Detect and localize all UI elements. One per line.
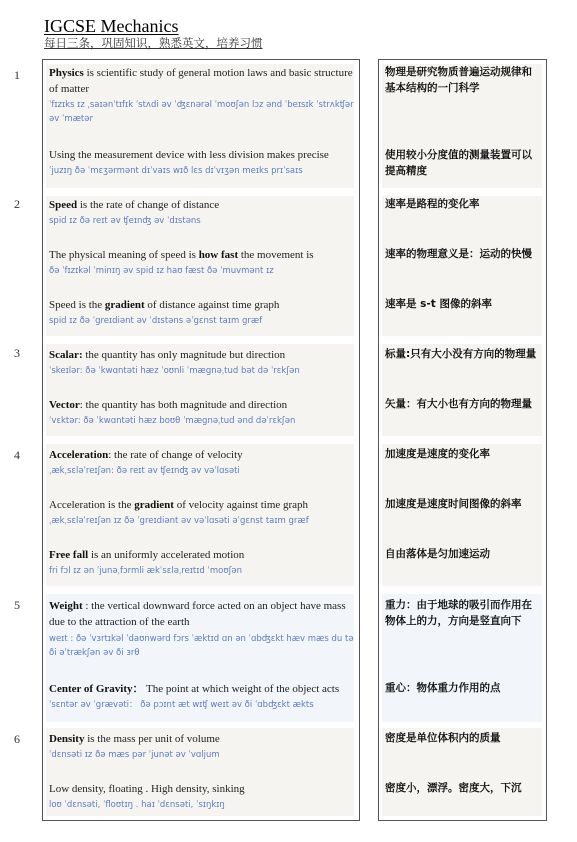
entry-term: Center of Gravity：	[49, 683, 144, 695]
entry-term: Acceleration	[49, 449, 109, 461]
page-subtitle: 每日三条，巩固知识，熟悉英文，培养习惯	[44, 38, 263, 50]
entry-term: Free fall	[49, 549, 89, 561]
entry-chinese: 使用较小分度值的测量装置可以提高精度	[385, 149, 532, 177]
entry-text: of distance against time graph	[144, 299, 280, 311]
entry-english	[49, 731, 354, 747]
entry-phonetic: ˈfɪzɪks ɪz ˌsaɪənˈtɪfɪk ˈstʌdi əv ˈʤɛnərəl ˈmoʊʃən lɔz ənd ˈbeɪsɪk ˈstrʌkʧər əv ˈmætər	[49, 100, 354, 124]
entry-english	[49, 65, 354, 97]
entry-text: the quantity has only magnitude but direction	[82, 349, 286, 361]
group-number: 1	[14, 68, 20, 82]
entry-text: the movement is	[238, 249, 314, 261]
entry-text: Low density, floating . High density, sinking	[49, 783, 245, 795]
entry-phonetic: loʊ ˈdɛnsəti, ˈfloʊtɪŋ . haɪ ˈdɛnsəti, ˈsɪŋkɪŋ	[49, 800, 225, 810]
group-number: 3	[14, 346, 20, 360]
entry-chinese: 加速度是速度的变化率	[385, 448, 490, 460]
entry-english	[49, 397, 354, 413]
entry-text: Acceleration is the	[49, 499, 135, 511]
entry-term: Density	[49, 733, 85, 745]
entry-phonetic: spid ɪz ðə reɪt əv ʧeɪnʤ əv ˈdɪstəns	[49, 216, 201, 226]
entry-text: of velocity against time graph	[173, 499, 309, 511]
entry-text: is an uniformly accelerated motion	[88, 549, 245, 561]
group-number: 4	[14, 448, 20, 462]
group-number: 6	[14, 732, 20, 746]
entry-phonetic: ðə ˈfɪzɪkəl ˈminɪŋ əv spid ɪz haʊ fæst ðə ˈmuvmənt ɪz	[49, 266, 274, 276]
entry-phonetic: spid ɪz ðə ˈgreɪdiənt əv ˈdɪstəns əˈgɛnst taɪm græf	[49, 316, 263, 326]
entry-term: Vector	[49, 399, 80, 411]
entry-chinese: 速率的物理意义是：运动的快慢	[385, 248, 532, 260]
group-2-shade-cn	[382, 196, 542, 336]
entry-chinese: 速率是路程的变化率	[385, 198, 480, 210]
entry-text: is the rate of change of distance	[77, 199, 220, 211]
entry-chinese: 加速度是速度时间图像的斜率	[385, 498, 522, 510]
entry-term: Speed	[49, 199, 78, 211]
group-number: 5	[14, 598, 20, 612]
entry-phonetic: weɪt : ðə ˈvɜrtɪkəl ˈdaʊnwərd fɔrs ˈæktɪd ɑn ən ˈɑbʤɛkt hæv mæs du tə ði əˈtrækʃən əv ði ɜrθ	[49, 634, 354, 658]
entry-term: Scalar:	[49, 349, 83, 361]
entry-text: is the mass per unit of volume	[84, 733, 220, 745]
entry-english	[49, 781, 354, 797]
entry-text: The point at which weight of the object acts	[143, 683, 340, 695]
entry-chinese: 标量:只有大小没有方向的物理量	[385, 348, 537, 360]
entry-chinese: 速率是 s-t 图像的斜率	[385, 298, 492, 310]
entry-text: : the quantity has both magnitude and direction	[79, 399, 288, 411]
entry-english	[49, 547, 354, 563]
entry-phonetic: ˈdɛnsəti ɪz ðə mæs pər ˈjunət əv ˈvɑljum	[49, 750, 220, 760]
entry-text: : the rate of change of velocity	[108, 449, 243, 461]
entry-chinese: 密度小，漂浮。密度大，下沉	[385, 782, 522, 794]
entry-term: how fast	[198, 249, 239, 261]
entry-english	[49, 347, 354, 363]
entry-english	[49, 197, 354, 213]
entry-phonetic: ˈjuzɪŋ ðə ˈmɛʒərmənt dɪˈvaɪs wɪð lɛs dɪˈvɪʒən meɪks prɪˈsaɪs	[49, 166, 303, 176]
entry-text: Using the measurement device with less division makes precise	[49, 149, 329, 161]
entry-term: Physics	[49, 67, 84, 79]
entry-term: gradient	[134, 499, 174, 511]
entry-english	[49, 447, 354, 463]
entry-chinese: 矢量：有大小也有方向的物理量	[385, 398, 532, 410]
entry-english	[49, 247, 354, 263]
entry-chinese: 重心：物体重力作用的点	[385, 682, 501, 694]
entry-term: Weight	[49, 600, 83, 612]
entry-phonetic: ˌækˌsɛləˈreɪʃən ɪz ðə ˈgreɪdiənt əv vəˈlɑsəti əˈgɛnst taɪm græf	[49, 516, 309, 526]
entry-english	[49, 147, 354, 163]
entry-english	[49, 497, 354, 513]
entry-english	[49, 598, 354, 630]
entry-text: is scientific study of general motion laws and basic structure of matter	[49, 67, 353, 95]
entry-phonetic: fri fɔl ɪz ən ˈjunəˌfɔrmli ækˈsɛləˌreɪtɪd ˈmoʊʃən	[49, 566, 243, 576]
entry-phonetic: ˈskeɪlər: ðə ˈkwɑntəti hæz ˈoʊnli ˈmægnəˌtud bət də ˈrɛkʃən	[49, 366, 300, 376]
entry-english	[49, 297, 354, 313]
entry-chinese: 物理是研究物质普遍运动规律和基本结构的一门科学	[385, 66, 532, 94]
entry-phonetic: ˈsɛntər əv ˈgrævəti： ðə pɔɪnt æt wɪʧ weɪt əv ði ˈɑbʤɛkt ækts	[49, 700, 314, 710]
entry-phonetic: ˈvɛktər: ðə ˈkwɑntəti hæz boʊθ ˈmægnəˌtud ənd dəˈrɛkʃən	[49, 416, 296, 426]
entry-phonetic: ˌækˌsɛləˈreɪʃən: ðə reɪt əv ʧeɪnʤ əv vəˈlɑsəti	[49, 466, 240, 476]
group-4-shade-cn	[382, 444, 542, 586]
group-number: 2	[14, 197, 20, 211]
entry-text: Speed is the	[49, 299, 105, 311]
entry-english	[49, 681, 354, 697]
page-title: IGCSE Mechanics	[44, 16, 179, 36]
entry-text: The physical meaning of speed is	[49, 249, 199, 261]
entry-chinese: 重力：由于地球的吸引而作用在物体上的力，方向是竖直向下	[385, 599, 532, 627]
entry-chinese: 密度是单位体积内的质量	[385, 732, 501, 744]
entry-chinese: 自由落体是匀加速运动	[385, 548, 490, 560]
entry-text: : the vertical downward force acted on an object have mass due to the attraction of the earth	[49, 600, 346, 628]
entry-term: gradient	[104, 299, 145, 311]
